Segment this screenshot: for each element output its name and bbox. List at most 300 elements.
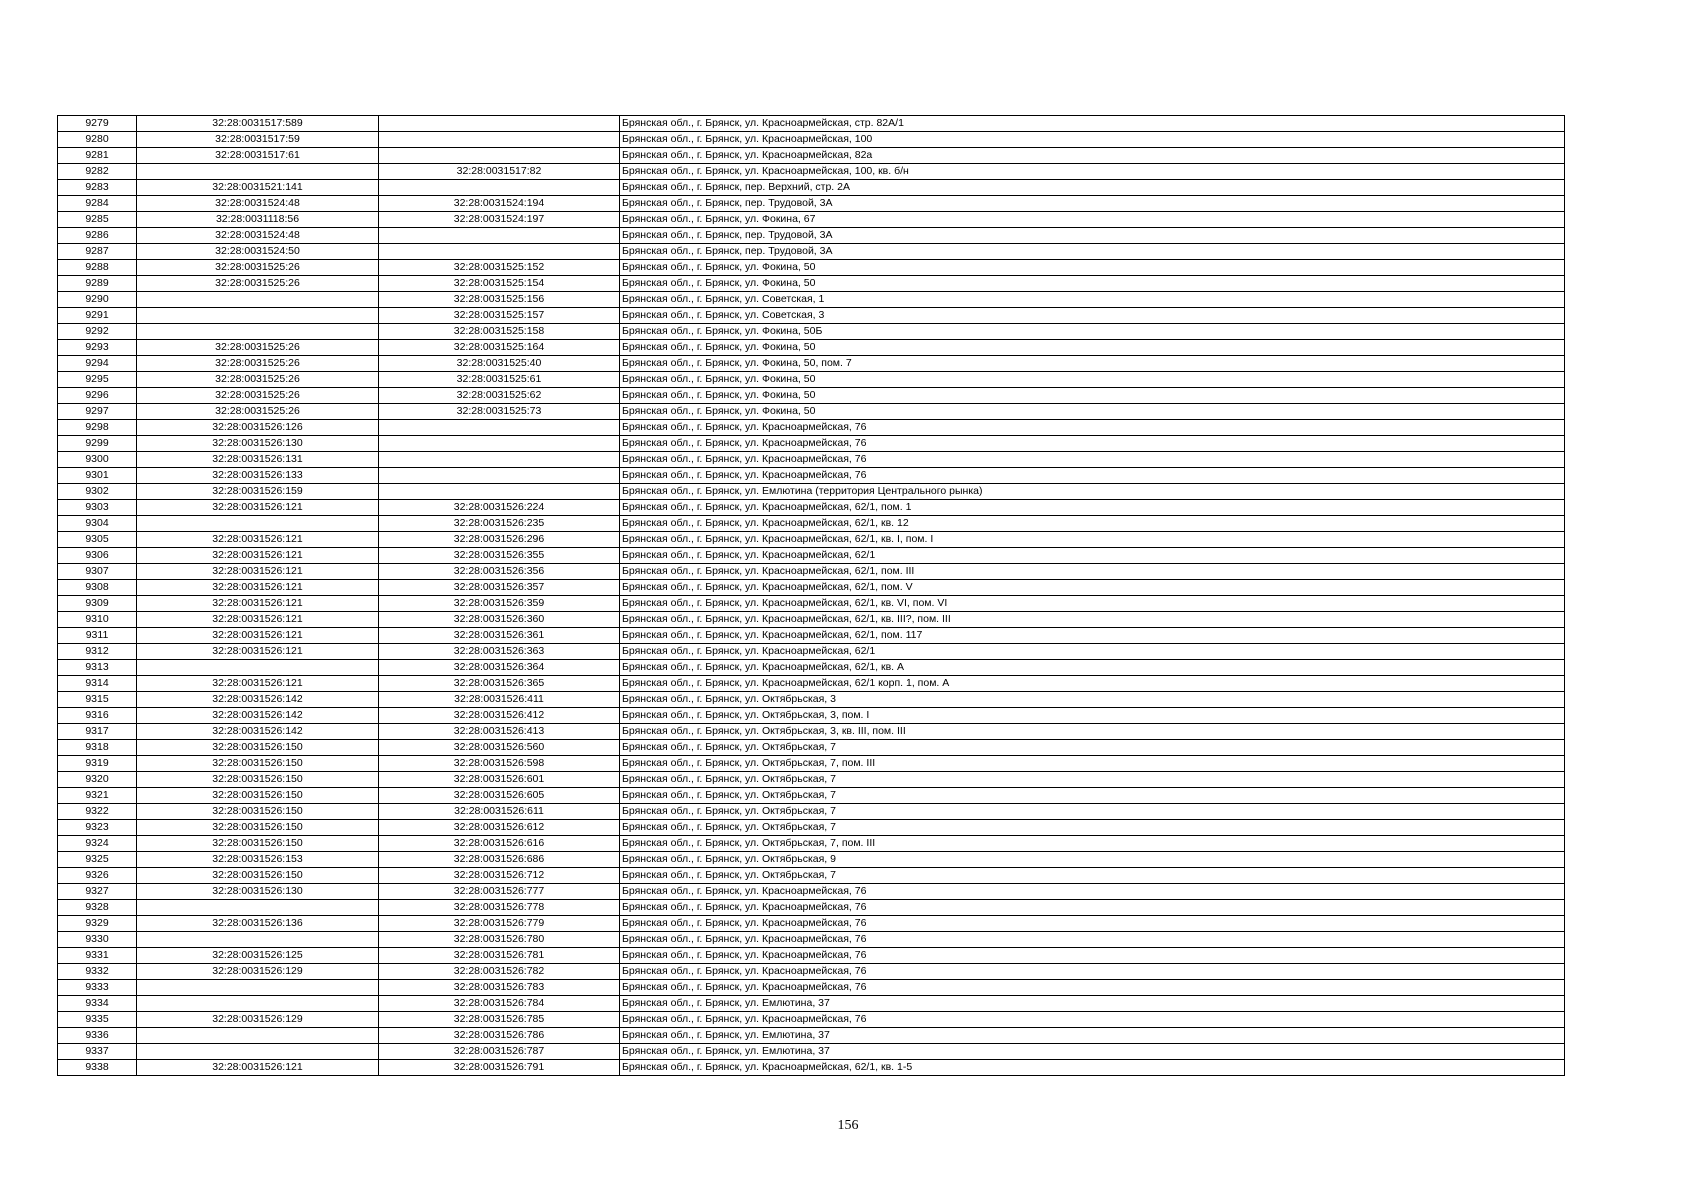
cadastral-number-cell (137, 1044, 379, 1060)
cadastral-number-cell: 32:28:0031525:26 (137, 276, 379, 292)
address-cell: Брянская обл., г. Брянск, ул. Красноармейская, 76 (620, 900, 1565, 916)
table-row (58, 148, 1565, 164)
row-number-cell: 9311 (58, 628, 137, 644)
linked-cadastral-number-cell: 32:28:0031526:365 (379, 676, 620, 692)
cadastral-number-cell: 32:28:0031526:121 (137, 676, 379, 692)
cadastral-number-cell: 32:28:0031526:133 (137, 468, 379, 484)
linked-cadastral-number-cell: 32:28:0031526:616 (379, 836, 620, 852)
linked-cadastral-number-cell: 32:28:0031526:359 (379, 596, 620, 612)
cadastral-number-cell: 32:28:0031526:150 (137, 868, 379, 884)
linked-cadastral-number-cell (379, 244, 620, 260)
table-row (58, 612, 1565, 628)
linked-cadastral-number-cell: 32:28:0031526:296 (379, 532, 620, 548)
address-cell: Брянская обл., г. Брянск, ул. Красноармейская, 76 (620, 1012, 1565, 1028)
cadastral-number-cell (137, 900, 379, 916)
row-number-cell: 9319 (58, 756, 137, 772)
address-cell: Брянская обл., г. Брянск, ул. Октябрьская, 7 (620, 804, 1565, 820)
linked-cadastral-number-cell (379, 228, 620, 244)
row-number-cell: 9329 (58, 916, 137, 932)
row-number-cell: 9297 (58, 404, 137, 420)
cadastral-number-cell: 32:28:0031525:26 (137, 260, 379, 276)
address-cell: Брянская обл., г. Брянск, ул. Красноармейская, 76 (620, 980, 1565, 996)
row-number-cell: 9289 (58, 276, 137, 292)
cadastral-number-cell: 32:28:0031526:150 (137, 772, 379, 788)
linked-cadastral-number-cell: 32:28:0031526:786 (379, 1028, 620, 1044)
address-cell: Брянская обл., г. Брянск, ул. Красноармейская, 76 (620, 932, 1565, 948)
cadastral-number-cell: 32:28:0031526:150 (137, 820, 379, 836)
linked-cadastral-number-cell: 32:28:0031526:356 (379, 564, 620, 580)
table-row (58, 596, 1565, 612)
table-row (58, 132, 1565, 148)
row-number-cell: 9284 (58, 196, 137, 212)
cadastral-number-cell: 32:28:0031118:56 (137, 212, 379, 228)
table-row (58, 244, 1565, 260)
address-cell: Брянская обл., г. Брянск, ул. Советская, 3 (620, 308, 1565, 324)
address-cell: Брянская обл., г. Брянск, ул. Октябрьская, 7 (620, 868, 1565, 884)
row-number-cell: 9320 (58, 772, 137, 788)
linked-cadastral-number-cell: 32:28:0031526:612 (379, 820, 620, 836)
address-cell: Брянская обл., г. Брянск, ул. Красноармейская, 62/1, кв. III?, пом. III (620, 612, 1565, 628)
row-number-cell: 9327 (58, 884, 137, 900)
linked-cadastral-number-cell: 32:28:0031525:164 (379, 340, 620, 356)
address-cell: Брянская обл., г. Брянск, ул. Красноармейская, 100, кв. б/н (620, 164, 1565, 180)
linked-cadastral-number-cell (379, 468, 620, 484)
table-row (58, 292, 1565, 308)
address-cell: Брянская обл., г. Брянск, ул. Красноармейская, 62/1 (620, 548, 1565, 564)
row-number-cell: 9322 (58, 804, 137, 820)
cadastral-number-cell: 32:28:0031526:121 (137, 564, 379, 580)
table-row (58, 756, 1565, 772)
table-row (58, 724, 1565, 740)
address-cell: Брянская обл., г. Брянск, ул. Красноармейская, 62/1, пом. 117 (620, 628, 1565, 644)
address-cell: Брянская обл., г. Брянск, ул. Красноармейская, стр. 82А/1 (620, 116, 1565, 132)
linked-cadastral-number-cell: 32:28:0031526:783 (379, 980, 620, 996)
address-cell: Брянская обл., г. Брянск, пер. Трудовой, 3А (620, 196, 1565, 212)
cadastral-number-cell: 32:28:0031526:121 (137, 644, 379, 660)
table-row (58, 116, 1565, 132)
table-row (58, 692, 1565, 708)
registry-table-body (58, 116, 1565, 1076)
cadastral-number-cell: 32:28:0031526:121 (137, 596, 379, 612)
address-cell: Брянская обл., г. Брянск, ул. Красноармейская, 76 (620, 916, 1565, 932)
cadastral-number-cell: 32:28:0031526:153 (137, 852, 379, 868)
cadastral-number-cell: 32:28:0031526:159 (137, 484, 379, 500)
row-number-cell: 9323 (58, 820, 137, 836)
cadastral-number-cell: 32:28:0031526:130 (137, 884, 379, 900)
row-number-cell: 9299 (58, 436, 137, 452)
address-cell: Брянская обл., г. Брянск, ул. Красноармейская, 76 (620, 964, 1565, 980)
linked-cadastral-number-cell (379, 148, 620, 164)
linked-cadastral-number-cell: 32:28:0031526:361 (379, 628, 620, 644)
linked-cadastral-number-cell (379, 436, 620, 452)
row-number-cell: 9314 (58, 676, 137, 692)
linked-cadastral-number-cell: 32:28:0031526:364 (379, 660, 620, 676)
address-cell: Брянская обл., г. Брянск, ул. Красноармейская, 76 (620, 468, 1565, 484)
address-cell: Брянская обл., г. Брянск, ул. Фокина, 50 (620, 388, 1565, 404)
address-cell: Брянская обл., г. Брянск, ул. Красноармейская, 76 (620, 948, 1565, 964)
cadastral-number-cell: 32:28:0031526:150 (137, 740, 379, 756)
linked-cadastral-number-cell: 32:28:0031526:357 (379, 580, 620, 596)
cadastral-number-cell: 32:28:0031526:121 (137, 580, 379, 596)
address-cell: Брянская обл., г. Брянск, ул. Фокина, 50, пом. 7 (620, 356, 1565, 372)
cadastral-number-cell: 32:28:0031526:121 (137, 500, 379, 516)
cadastral-number-cell: 32:28:0031526:125 (137, 948, 379, 964)
linked-cadastral-number-cell: 32:28:0031526:411 (379, 692, 620, 708)
address-cell: Брянская обл., г. Брянск, ул. Емлютина (территория Центрального рынка) (620, 484, 1565, 500)
table-row (58, 500, 1565, 516)
address-cell: Брянская обл., г. Брянск, ул. Красноармейская, 76 (620, 420, 1565, 436)
table-row (58, 916, 1565, 932)
row-number-cell: 9321 (58, 788, 137, 804)
table-row (58, 196, 1565, 212)
row-number-cell: 9318 (58, 740, 137, 756)
address-cell: Брянская обл., г. Брянск, ул. Октябрьская, 3, кв. III, пом. III (620, 724, 1565, 740)
linked-cadastral-number-cell: 32:28:0031525:152 (379, 260, 620, 276)
cadastral-number-cell (137, 660, 379, 676)
table-row (58, 468, 1565, 484)
cadastral-number-cell: 32:28:0031526:136 (137, 916, 379, 932)
row-number-cell: 9288 (58, 260, 137, 276)
linked-cadastral-number-cell: 32:28:0031525:156 (379, 292, 620, 308)
linked-cadastral-number-cell: 32:28:0031524:194 (379, 196, 620, 212)
cadastral-number-cell: 32:28:0031525:26 (137, 388, 379, 404)
row-number-cell: 9291 (58, 308, 137, 324)
cadastral-number-cell (137, 516, 379, 532)
cadastral-number-cell: 32:28:0031524:48 (137, 228, 379, 244)
address-cell: Брянская обл., г. Брянск, ул. Фокина, 50Б (620, 324, 1565, 340)
table-row (58, 1044, 1565, 1060)
linked-cadastral-number-cell: 32:28:0031526:779 (379, 916, 620, 932)
linked-cadastral-number-cell (379, 132, 620, 148)
linked-cadastral-number-cell: 32:28:0031526:363 (379, 644, 620, 660)
address-cell: Брянская обл., г. Брянск, ул. Фокина, 50 (620, 340, 1565, 356)
table-row (58, 996, 1565, 1012)
cadastral-number-cell (137, 324, 379, 340)
row-number-cell: 9307 (58, 564, 137, 580)
linked-cadastral-number-cell: 32:28:0031526:787 (379, 1044, 620, 1060)
linked-cadastral-number-cell: 32:28:0031526:360 (379, 612, 620, 628)
address-cell: Брянская обл., г. Брянск, ул. Красноармейская, 62/1, кв. VI, пом. VI (620, 596, 1565, 612)
row-number-cell: 9305 (58, 532, 137, 548)
table-row (58, 1060, 1565, 1076)
address-cell: Брянская обл., г. Брянск, ул. Октябрьская, 9 (620, 852, 1565, 868)
cadastral-number-cell: 32:28:0031526:130 (137, 436, 379, 452)
table-row (58, 324, 1565, 340)
cadastral-number-cell: 32:28:0031526:142 (137, 692, 379, 708)
address-cell: Брянская обл., г. Брянск, ул. Октябрьская, 7, пом. III (620, 756, 1565, 772)
address-cell: Брянская обл., г. Брянск, ул. Красноармейская, 62/1, кв. I, пом. I (620, 532, 1565, 548)
linked-cadastral-number-cell: 32:28:0031526:598 (379, 756, 620, 772)
table-row (58, 660, 1565, 676)
row-number-cell: 9333 (58, 980, 137, 996)
table-row (58, 868, 1565, 884)
cadastral-number-cell: 32:28:0031517:61 (137, 148, 379, 164)
linked-cadastral-number-cell: 32:28:0031526:782 (379, 964, 620, 980)
linked-cadastral-number-cell (379, 116, 620, 132)
address-cell: Брянская обл., г. Брянск, ул. Красноармейская, 82а (620, 148, 1565, 164)
table-row (58, 708, 1565, 724)
row-number-cell: 9303 (58, 500, 137, 516)
row-number-cell: 9295 (58, 372, 137, 388)
cadastral-number-cell: 32:28:0031526:150 (137, 804, 379, 820)
linked-cadastral-number-cell: 32:28:0031526:777 (379, 884, 620, 900)
row-number-cell: 9282 (58, 164, 137, 180)
cadastral-number-cell: 32:28:0031524:48 (137, 196, 379, 212)
table-row (58, 404, 1565, 420)
row-number-cell: 9293 (58, 340, 137, 356)
address-cell: Брянская обл., г. Брянск, ул. Красноармейская, 62/1, кв. А (620, 660, 1565, 676)
row-number-cell: 9331 (58, 948, 137, 964)
linked-cadastral-number-cell: 32:28:0031526:355 (379, 548, 620, 564)
page-number: 156 (837, 1118, 859, 1133)
table-row (58, 628, 1565, 644)
cadastral-number-cell: 32:28:0031526:126 (137, 420, 379, 436)
row-number-cell: 9335 (58, 1012, 137, 1028)
row-number-cell: 9312 (58, 644, 137, 660)
table-row (58, 212, 1565, 228)
row-number-cell: 9324 (58, 836, 137, 852)
linked-cadastral-number-cell: 32:28:0031525:157 (379, 308, 620, 324)
table-row (58, 356, 1565, 372)
address-cell: Брянская обл., г. Брянск, ул. Красноармейская, 62/1, пом. 1 (620, 500, 1565, 516)
linked-cadastral-number-cell: 32:28:0031526:686 (379, 852, 620, 868)
table-row (58, 804, 1565, 820)
address-cell: Брянская обл., г. Брянск, ул. Красноармейская, 76 (620, 884, 1565, 900)
address-cell: Брянская обл., г. Брянск, ул. Красноармейская, 62/1, кв. 1-5 (620, 1060, 1565, 1076)
address-cell: Брянская обл., г. Брянск, ул. Октябрьская, 7 (620, 772, 1565, 788)
table-row (58, 900, 1565, 916)
cadastral-number-cell: 32:28:0031521:141 (137, 180, 379, 196)
table-row (58, 980, 1565, 996)
linked-cadastral-number-cell: 32:28:0031525:62 (379, 388, 620, 404)
address-cell: Брянская обл., г. Брянск, ул. Фокина, 50 (620, 260, 1565, 276)
cadastral-number-cell: 32:28:0031526:129 (137, 1012, 379, 1028)
row-number-cell: 9310 (58, 612, 137, 628)
cadastral-number-cell: 32:28:0031526:121 (137, 548, 379, 564)
table-row (58, 420, 1565, 436)
address-cell: Брянская обл., г. Брянск, ул. Красноармейская, 62/1 корп. 1, пом. А (620, 676, 1565, 692)
cadastral-number-cell (137, 996, 379, 1012)
cadastral-number-cell: 32:28:0031526:150 (137, 836, 379, 852)
linked-cadastral-number-cell: 32:28:0031525:154 (379, 276, 620, 292)
cadastral-number-cell: 32:28:0031526:142 (137, 724, 379, 740)
address-cell: Брянская обл., г. Брянск, ул. Емлютина, 37 (620, 1028, 1565, 1044)
row-number-cell: 9290 (58, 292, 137, 308)
table-row (58, 884, 1565, 900)
row-number-cell: 9316 (58, 708, 137, 724)
linked-cadastral-number-cell: 32:28:0031526:413 (379, 724, 620, 740)
table-row (58, 580, 1565, 596)
linked-cadastral-number-cell (379, 420, 620, 436)
row-number-cell: 9280 (58, 132, 137, 148)
row-number-cell: 9332 (58, 964, 137, 980)
address-cell: Брянская обл., г. Брянск, ул. Октябрьская, 3, пом. I (620, 708, 1565, 724)
linked-cadastral-number-cell: 32:28:0031526:778 (379, 900, 620, 916)
cadastral-number-cell: 32:28:0031517:589 (137, 116, 379, 132)
table-row (58, 436, 1565, 452)
address-cell: Брянская обл., г. Брянск, пер. Верхний, стр. 2А (620, 180, 1565, 196)
cadastral-number-cell: 32:28:0031526:150 (137, 788, 379, 804)
cadastral-number-cell: 32:28:0031526:129 (137, 964, 379, 980)
row-number-cell: 9279 (58, 116, 137, 132)
table-row (58, 932, 1565, 948)
table-row (58, 836, 1565, 852)
table-row (58, 644, 1565, 660)
table-row (58, 372, 1565, 388)
cadastral-number-cell (137, 308, 379, 324)
linked-cadastral-number-cell: 32:28:0031526:605 (379, 788, 620, 804)
linked-cadastral-number-cell: 32:28:0031526:784 (379, 996, 620, 1012)
row-number-cell: 9300 (58, 452, 137, 468)
cadastral-number-cell (137, 1028, 379, 1044)
linked-cadastral-number-cell: 32:28:0031525:73 (379, 404, 620, 420)
row-number-cell: 9338 (58, 1060, 137, 1076)
address-cell: Брянская обл., г. Брянск, ул. Октябрьская, 7 (620, 820, 1565, 836)
address-cell: Брянская обл., г. Брянск, ул. Красноармейская, 62/1, пом. III (620, 564, 1565, 580)
table-row (58, 452, 1565, 468)
table-row (58, 532, 1565, 548)
linked-cadastral-number-cell: 32:28:0031526:781 (379, 948, 620, 964)
cadastral-number-cell: 32:28:0031526:142 (137, 708, 379, 724)
row-number-cell: 9337 (58, 1044, 137, 1060)
row-number-cell: 9315 (58, 692, 137, 708)
address-cell: Брянская обл., г. Брянск, пер. Трудовой, 3А (620, 228, 1565, 244)
linked-cadastral-number-cell: 32:28:0031526:412 (379, 708, 620, 724)
row-number-cell: 9326 (58, 868, 137, 884)
row-number-cell: 9292 (58, 324, 137, 340)
address-cell: Брянская обл., г. Брянск, ул. Красноармейская, 62/1, пом. V (620, 580, 1565, 596)
table-row (58, 788, 1565, 804)
row-number-cell: 9309 (58, 596, 137, 612)
linked-cadastral-number-cell: 32:28:0031526:780 (379, 932, 620, 948)
address-cell: Брянская обл., г. Брянск, ул. Фокина, 50 (620, 276, 1565, 292)
table-row (58, 340, 1565, 356)
table-row (58, 388, 1565, 404)
address-cell: Брянская обл., г. Брянск, ул. Октябрьская, 3 (620, 692, 1565, 708)
cadastral-number-cell (137, 292, 379, 308)
linked-cadastral-number-cell: 32:28:0031524:197 (379, 212, 620, 228)
linked-cadastral-number-cell: 32:28:0031526:785 (379, 1012, 620, 1028)
cadastral-number-cell: 32:28:0031526:150 (137, 756, 379, 772)
linked-cadastral-number-cell: 32:28:0031526:712 (379, 868, 620, 884)
linked-cadastral-number-cell: 32:28:0031526:601 (379, 772, 620, 788)
cadastral-number-cell (137, 980, 379, 996)
address-cell: Брянская обл., г. Брянск, ул. Емлютина, 37 (620, 996, 1565, 1012)
row-number-cell: 9306 (58, 548, 137, 564)
row-number-cell: 9301 (58, 468, 137, 484)
row-number-cell: 9317 (58, 724, 137, 740)
linked-cadastral-number-cell (379, 180, 620, 196)
cadastral-number-cell: 32:28:0031517:59 (137, 132, 379, 148)
cadastral-number-cell: 32:28:0031526:131 (137, 452, 379, 468)
cadastral-number-cell: 32:28:0031525:26 (137, 340, 379, 356)
cadastral-number-cell: 32:28:0031525:26 (137, 404, 379, 420)
row-number-cell: 9308 (58, 580, 137, 596)
row-number-cell: 9298 (58, 420, 137, 436)
table-row (58, 948, 1565, 964)
table-row (58, 228, 1565, 244)
cadastral-number-cell: 32:28:0031526:121 (137, 612, 379, 628)
address-cell: Брянская обл., г. Брянск, ул. Фокина, 50 (620, 372, 1565, 388)
cadastral-number-cell: 32:28:0031526:121 (137, 532, 379, 548)
table-row (58, 548, 1565, 564)
table-row (58, 676, 1565, 692)
address-cell: Брянская обл., г. Брянск, ул. Красноармейская, 76 (620, 452, 1565, 468)
cadastral-number-cell: 32:28:0031526:121 (137, 628, 379, 644)
cadastral-number-cell: 32:28:0031525:26 (137, 372, 379, 388)
table-row (58, 308, 1565, 324)
row-number-cell: 9287 (58, 244, 137, 260)
address-cell: Брянская обл., г. Брянск, ул. Красноармейская, 62/1 (620, 644, 1565, 660)
linked-cadastral-number-cell: 32:28:0031526:224 (379, 500, 620, 516)
row-number-cell: 9286 (58, 228, 137, 244)
linked-cadastral-number-cell: 32:28:0031526:560 (379, 740, 620, 756)
table-row (58, 1012, 1565, 1028)
table-row (58, 772, 1565, 788)
row-number-cell: 9302 (58, 484, 137, 500)
linked-cadastral-number-cell: 32:28:0031525:40 (379, 356, 620, 372)
linked-cadastral-number-cell: 32:28:0031526:611 (379, 804, 620, 820)
row-number-cell: 9294 (58, 356, 137, 372)
row-number-cell: 9330 (58, 932, 137, 948)
table-row (58, 260, 1565, 276)
address-cell: Брянская обл., г. Брянск, ул. Емлютина, 37 (620, 1044, 1565, 1060)
table-row (58, 180, 1565, 196)
table-row (58, 484, 1565, 500)
linked-cadastral-number-cell: 32:28:0031525:61 (379, 372, 620, 388)
cadastral-number-cell: 32:28:0031525:26 (137, 356, 379, 372)
row-number-cell: 9336 (58, 1028, 137, 1044)
cadastral-number-cell: 32:28:0031526:121 (137, 1060, 379, 1076)
row-number-cell: 9281 (58, 148, 137, 164)
row-number-cell: 9283 (58, 180, 137, 196)
cadastral-number-cell (137, 164, 379, 180)
table-row (58, 564, 1565, 580)
cadastral-number-cell (137, 932, 379, 948)
address-cell: Брянская обл., г. Брянск, ул. Фокина, 67 (620, 212, 1565, 228)
table-row (58, 820, 1565, 836)
row-number-cell: 9313 (58, 660, 137, 676)
linked-cadastral-number-cell: 32:28:0031526:791 (379, 1060, 620, 1076)
address-cell: Брянская обл., г. Брянск, ул. Октябрьская, 7 (620, 740, 1565, 756)
registry-table (57, 115, 1565, 1076)
address-cell: Брянская обл., г. Брянск, ул. Октябрьская, 7 (620, 788, 1565, 804)
cadastral-number-cell: 32:28:0031524:50 (137, 244, 379, 260)
row-number-cell: 9296 (58, 388, 137, 404)
table-row (58, 740, 1565, 756)
table-row (58, 276, 1565, 292)
address-cell: Брянская обл., г. Брянск, ул. Советская, 1 (620, 292, 1565, 308)
linked-cadastral-number-cell (379, 452, 620, 468)
table-row (58, 964, 1565, 980)
address-cell: Брянская обл., г. Брянск, ул. Фокина, 50 (620, 404, 1565, 420)
linked-cadastral-number-cell (379, 484, 620, 500)
address-cell: Брянская обл., г. Брянск, ул. Красноармейская, 100 (620, 132, 1565, 148)
row-number-cell: 9325 (58, 852, 137, 868)
address-cell: Брянская обл., г. Брянск, ул. Красноармейская, 76 (620, 436, 1565, 452)
row-number-cell: 9285 (58, 212, 137, 228)
table-row (58, 852, 1565, 868)
table-row (58, 516, 1565, 532)
row-number-cell: 9328 (58, 900, 137, 916)
table-row (58, 1028, 1565, 1044)
row-number-cell: 9304 (58, 516, 137, 532)
table-row (58, 164, 1565, 180)
address-cell: Брянская обл., г. Брянск, ул. Красноармейская, 62/1, кв. 12 (620, 516, 1565, 532)
linked-cadastral-number-cell: 32:28:0031526:235 (379, 516, 620, 532)
row-number-cell: 9334 (58, 996, 137, 1012)
linked-cadastral-number-cell: 32:28:0031525:158 (379, 324, 620, 340)
